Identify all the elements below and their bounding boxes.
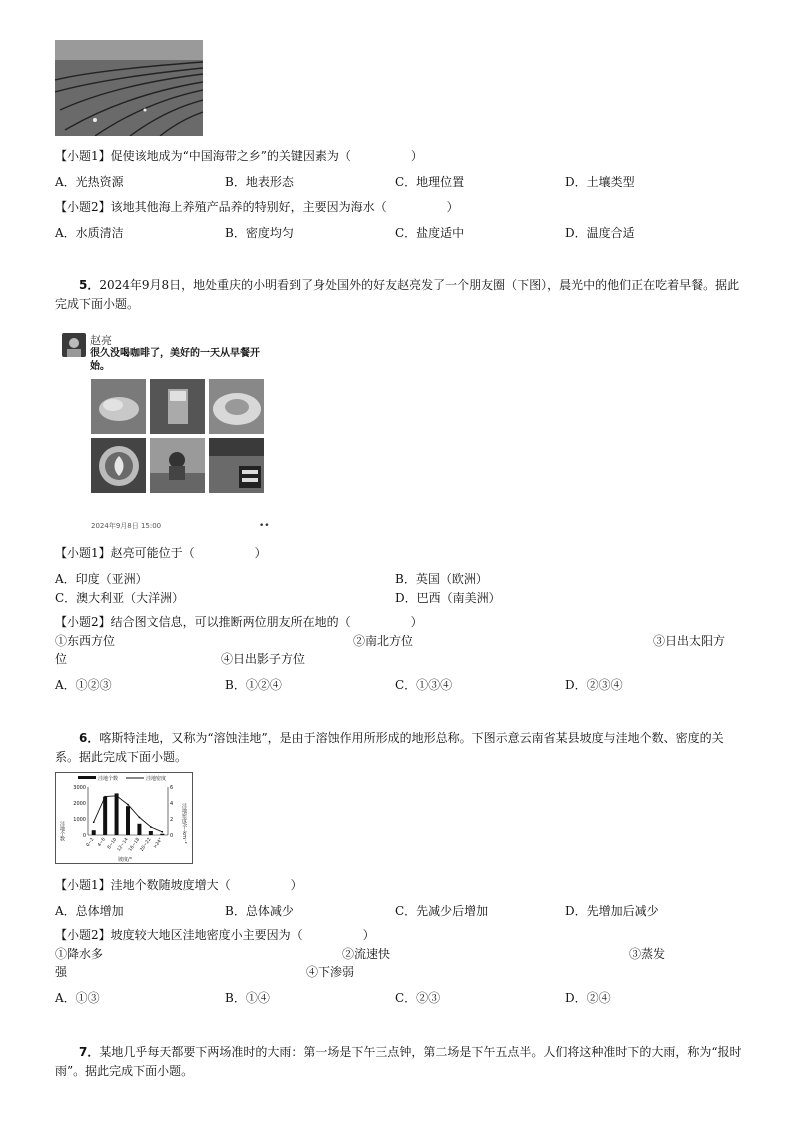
legend-line-label: 洼地密度 — [146, 776, 167, 782]
q7-intro — [55, 1043, 745, 1081]
bar-count — [137, 824, 141, 835]
q6-sub1-stem: 【小题1】洼地个数随坡度增大（ ） — [55, 878, 303, 892]
moments-photo-latte[interactable] — [91, 438, 146, 493]
q6-number: 6． — [79, 731, 100, 745]
moments-avatar — [62, 333, 86, 357]
q5-sub2-option-b[interactable]: B．①②④ — [225, 678, 282, 692]
q5-sub1-option-b[interactable]: B．英国（欧洲） — [395, 572, 488, 586]
q6-sub1-option-c[interactable]: C．先减少后增加 — [395, 904, 489, 918]
q5-sub2-item-1: ①东西方位 — [55, 634, 116, 648]
bar-count — [92, 830, 96, 835]
q4-sub1-option-b[interactable]: B．地表形态 — [225, 175, 294, 189]
q4-sub2-option-d[interactable]: D．温度合适 — [565, 226, 635, 240]
density-point — [127, 804, 129, 806]
density-point — [161, 831, 163, 833]
y-tick-label: 0 — [82, 832, 86, 839]
q6-sub1-option-d[interactable]: D．先增加后减少 — [565, 904, 659, 918]
q4-sub2-option-a[interactable]: A．水质清洁 — [55, 226, 124, 240]
q5-intro-text: 2024年9月8日，地处重庆的小明看到了身处国外的好友赵亮发了一个朋友圈（下图），晨光中的他们正在吃着早餐。据此完成下面小题。 — [55, 278, 740, 311]
q4-sub2-option-c[interactable]: C．盐度适中 — [395, 226, 465, 240]
q5-sub2-item-3-wrap: 位 — [55, 652, 68, 666]
q7-intro-text: 某地几乎每天都要下两场准时的大雨：第一场是下午三点钟，第二场是下午五点半。人们将这种准时下的大雨，称为“报时雨”。据此完成下面小题。 — [55, 1045, 742, 1078]
y2-axis-label: 洼地密度/个·km⁻² — [181, 803, 187, 844]
seaweed-farm-photo — [55, 40, 203, 136]
moments-username: 赵亮 — [90, 334, 112, 347]
plot-area — [73, 785, 173, 853]
moments-more-icon[interactable]: •• — [259, 521, 270, 531]
q6-sub2-item-1: ①降水多 — [55, 947, 104, 961]
q6-sub1-option-b[interactable]: B．总体减少 — [225, 904, 294, 918]
q5-number: 5． — [79, 278, 100, 292]
density-point — [93, 821, 95, 823]
y2-tick-label: 0 — [170, 832, 174, 839]
density-point — [139, 817, 141, 819]
q6-intro-text: 喀斯特洼地，又称为“溶蚀洼地”，是由于溶蚀作用所形成的地形总称。下图示意云南省某县坡度与洼地个数、密度的关系。据此完成下面小题。 — [55, 731, 724, 764]
bar-count — [126, 806, 130, 835]
q5-sub1-stem: 【小题1】赵亮可能位于（ ） — [55, 546, 267, 560]
bar-count — [103, 797, 107, 835]
legend-bar-label: 洼地个数 — [98, 776, 119, 782]
q6-sub2-item-2: ②流速快 — [342, 947, 391, 961]
q5-sub2-item-3: ③日出太阳方 — [653, 634, 726, 648]
moments-timestamp: 2024年9月8日 15:00 — [91, 522, 162, 530]
q6-sub2-item-3: ③蒸发 — [629, 947, 666, 961]
legend-bar-swatch — [78, 776, 96, 779]
q4-sub1-option-d[interactable]: D．土壤类型 — [565, 175, 635, 189]
q5-sub2-item-2: ②南北方位 — [353, 634, 414, 648]
y-tick-label: 2000 — [73, 800, 86, 807]
density-point — [116, 795, 118, 797]
q6-sub2-option-a[interactable]: A．①③ — [55, 991, 100, 1005]
moments-photo-person[interactable] — [150, 438, 205, 493]
q5-sub2-option-c[interactable]: C．①③④ — [395, 678, 453, 692]
q5-sub2-stem: 【小题2】结合图文信息，可以推断两位朋友所在地的（ ） — [55, 615, 423, 629]
q7-number: 7． — [79, 1045, 100, 1059]
density-point — [150, 826, 152, 828]
bar-count — [115, 793, 119, 835]
q6-sub2-option-b[interactable]: B．①④ — [225, 991, 270, 1005]
q5-sub2-item-4: ④日出影子方位 — [221, 652, 306, 666]
q4-sub1-stem: 【小题1】促使该地成为“中国海带之乡”的关键因素为（ ） — [55, 149, 423, 163]
y2-tick-label: 6 — [170, 784, 174, 791]
y2-tick-label: 2 — [170, 816, 174, 823]
q4-sub1-option-c[interactable]: C．地理位置 — [395, 175, 465, 189]
q5-sub1-option-d[interactable]: D．巴西（南美洲） — [395, 591, 501, 605]
moments-photo-plate[interactable] — [209, 379, 264, 434]
bar-count — [160, 834, 164, 835]
moments-photo-bread[interactable] — [91, 379, 146, 434]
q6-sub2-option-c[interactable]: C．②③ — [395, 991, 441, 1005]
q5-sub1-option-c[interactable]: C．澳大利亚（大洋洲） — [55, 591, 185, 605]
q4-sub1-option-a[interactable]: A．光热资源 — [55, 175, 124, 189]
q4-sub2-stem: 【小题2】该地其他海上养殖产品养的特别好，主要因为海水（ ） — [55, 200, 459, 214]
x-tick-label: 16~18 — [128, 837, 142, 853]
y-tick-label: 1000 — [73, 816, 86, 823]
q6-sub1-option-a[interactable]: A．总体增加 — [55, 904, 124, 918]
x-tick-label: 0~2 — [85, 837, 96, 848]
q5-intro — [55, 276, 745, 314]
x-axis-label: 坡度/° — [118, 857, 133, 863]
y-axis-label: 洼地个数 — [59, 821, 65, 841]
x-tick-label: 4~6 — [97, 837, 107, 848]
q5-sub2-option-d[interactable]: D．②③④ — [565, 678, 623, 692]
moments-post-text: 很久没喝咖啡了，美好的一天从早餐开始。 — [90, 348, 260, 372]
x-tick-label: >24° — [153, 837, 164, 850]
x-tick-label: 20~22 — [139, 837, 153, 853]
q6-sub2-item-4: ④下渗弱 — [306, 965, 355, 979]
moments-photo-street[interactable] — [209, 438, 264, 493]
y-tick-label: 3000 — [73, 784, 86, 791]
q6-sub2-option-d[interactable]: D．②④ — [565, 991, 611, 1005]
density-point — [104, 796, 106, 798]
y2-tick-label: 4 — [170, 800, 174, 807]
chart-svg — [56, 773, 192, 863]
slope-depression-chart — [55, 772, 193, 864]
x-tick-label: 8~10 — [107, 837, 119, 851]
x-tick-label: 12~14 — [116, 837, 130, 853]
q6-intro — [55, 729, 745, 767]
moments-photo-drink[interactable] — [150, 379, 205, 434]
q6-sub2-item-3-wrap: 强 — [55, 965, 68, 979]
bar-count — [149, 831, 153, 835]
q5-sub1-option-a[interactable]: A．印度（亚洲） — [55, 572, 148, 586]
q5-sub2-option-a[interactable]: A．①②③ — [55, 678, 112, 692]
q4-sub2-option-b[interactable]: B．密度均匀 — [225, 226, 294, 240]
q6-sub2-stem: 【小题2】坡度较大地区洼地密度小主要因为（ ） — [55, 928, 375, 942]
